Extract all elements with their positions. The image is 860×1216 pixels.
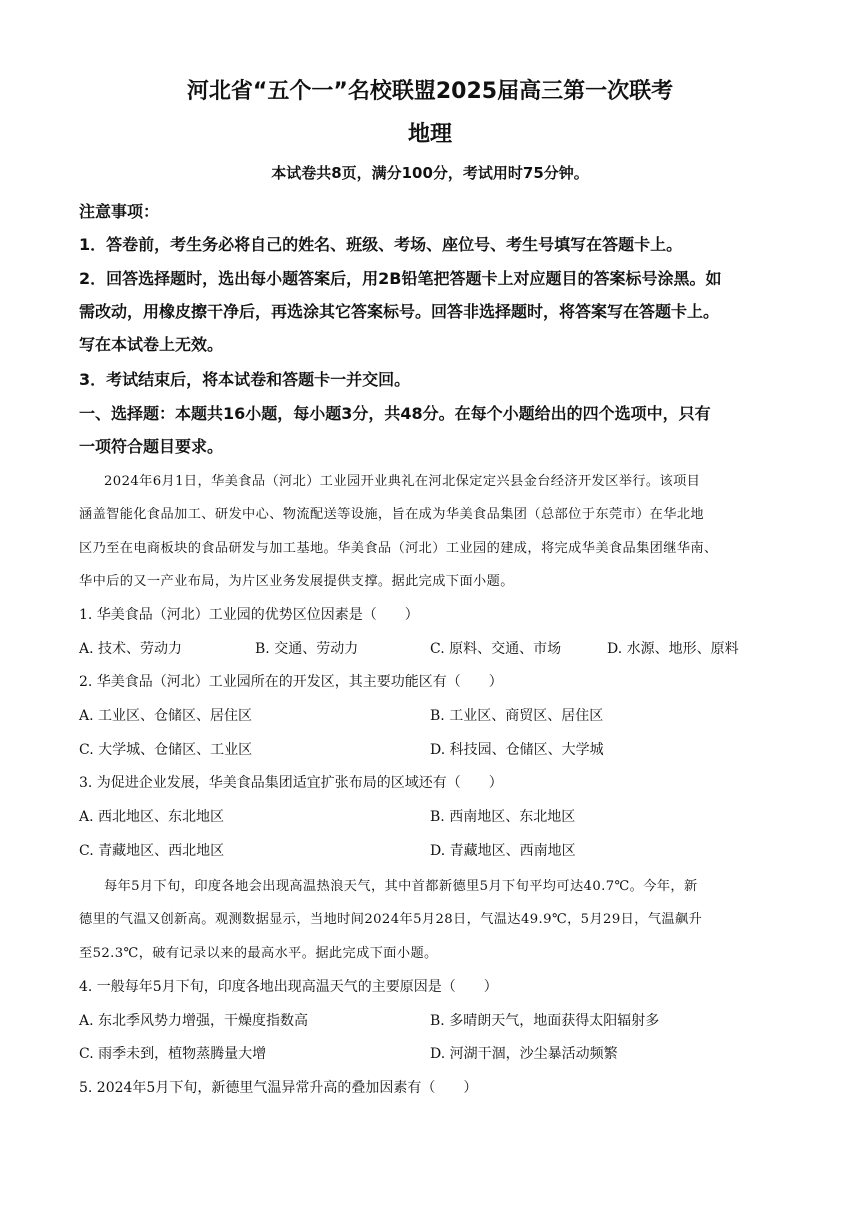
- passage2-line-1: 每年5月下旬，印度各地会出现高温热浪天气，其中首都新德里5月下旬平均可达40.7℃。今年，新: [104, 879, 698, 894]
- q2-option-b: B. 工业区、商贸区、居住区: [430, 708, 604, 724]
- subject-title: 地理: [407, 122, 452, 147]
- exam-title: 河北省“五个一”名校联盟2025届高三第一次联考: [186, 79, 674, 104]
- notice-line-3: 需改动，用橡皮擦干净后，再选涂其它答案标号。回答非选择题时，将答案写在答题卡上。: [79, 302, 720, 321]
- notice-heading: 注意事项：: [79, 202, 160, 221]
- q3-option-d: D. 青藏地区、西南地区: [430, 843, 576, 859]
- q4-option-a: A. 东北季风势力增强，干燥度指数高: [79, 1013, 309, 1029]
- q1-stem: 1. 华美食品（河北）工业园的优势区位因素是（ ）: [79, 607, 419, 623]
- q1-option-b: B. 交通、劳动力: [255, 641, 359, 657]
- notice-line-1: 1．答卷前，考生务必将自己的姓名、班级、考场、座位号、考生号填写在答题卡上。: [79, 235, 683, 254]
- q3-option-b: B. 西南地区、东北地区: [430, 809, 576, 825]
- q4-option-b: B. 多晴朗天气，地面获得太阳辐射多: [430, 1013, 660, 1029]
- passage1-line-3: 区乃至在电商板块的食品研发与加工基地。华美食品（河北）工业园的建成，将完成华美食品集团继华南、: [79, 541, 718, 556]
- section-heading-1: 一、选择题：本题共16小题，每小题3分，共48分。在每个小题给出的四个选项中，只有: [79, 404, 711, 423]
- q2-option-a: A. 工业区、仓储区、居住区: [79, 708, 253, 724]
- passage1-line-1: 2024年6月1日，华美食品（河北）工业园开业典礼在河北保定定兴县金台经济开发区举行。该项目: [104, 474, 701, 489]
- q2-option-c: C. 大学城、仓储区、工业区: [79, 742, 253, 758]
- notice-line-5: 3．考试结束后，将本试卷和答题卡一并交回。: [79, 370, 411, 389]
- q3-stem: 3. 为促进企业发展，华美食品集团适宜扩张布局的区域还有（ ）: [79, 775, 503, 791]
- q3-option-c: C. 青藏地区、西北地区: [79, 843, 225, 859]
- q5-stem: 5. 2024年5月下旬，新德里气温异常升高的叠加因素有（ ）: [79, 1080, 478, 1096]
- notice-line-4: 写在本试卷上无效。: [79, 335, 224, 354]
- passage1-line-2: 涵盖智能化食品加工、研发中心、物流配送等设施，旨在成为华美食品集团（总部位于东莞市）在华北地: [79, 507, 705, 522]
- passage2-line-2: 德里的气温又创新高。观测数据显示，当地时间2024年5月28日，气温达49.9℃，5月29日，气温飙升: [79, 912, 703, 927]
- q1-option-d: D. 水源、地形、原料: [607, 641, 739, 657]
- notice-line-2: 2．回答选择题时，选出每小题答案后，用2B铅笔把答题卡上对应题目的答案标号涂黑。如: [79, 269, 722, 288]
- q4-stem: 4. 一般每年5月下旬，印度各地出现高温天气的主要原因是（ ）: [79, 979, 498, 995]
- q4-option-d: D. 河湖干涸，沙尘暴活动频繁: [430, 1046, 618, 1062]
- section-heading-2: 一项符合题目要求。: [79, 437, 224, 456]
- q3-option-a: A. 西北地区、东北地区: [79, 809, 225, 825]
- q2-option-d: D. 科技园、仓储区、大学城: [430, 742, 604, 758]
- passage1-line-4: 华中后的又一产业布局，为片区业务发展提供支撑。据此完成下面小题。: [79, 574, 514, 589]
- passage2-line-3: 至52.3℃，破有记录以来的最高水平。据此完成下面小题。: [79, 946, 438, 961]
- q4-option-c: C. 雨季未到，植物蒸腾量大增: [79, 1046, 267, 1062]
- q1-option-a: A. 技术、劳动力: [79, 641, 183, 657]
- q1-option-c: C. 原料、交通、市场: [430, 641, 562, 657]
- q2-stem: 2. 华美食品（河北）工业园所在的开发区，其主要功能区有（ ）: [79, 674, 503, 690]
- exam-info: 本试卷共8页，满分100分，考试用时75分钟。: [271, 164, 589, 182]
